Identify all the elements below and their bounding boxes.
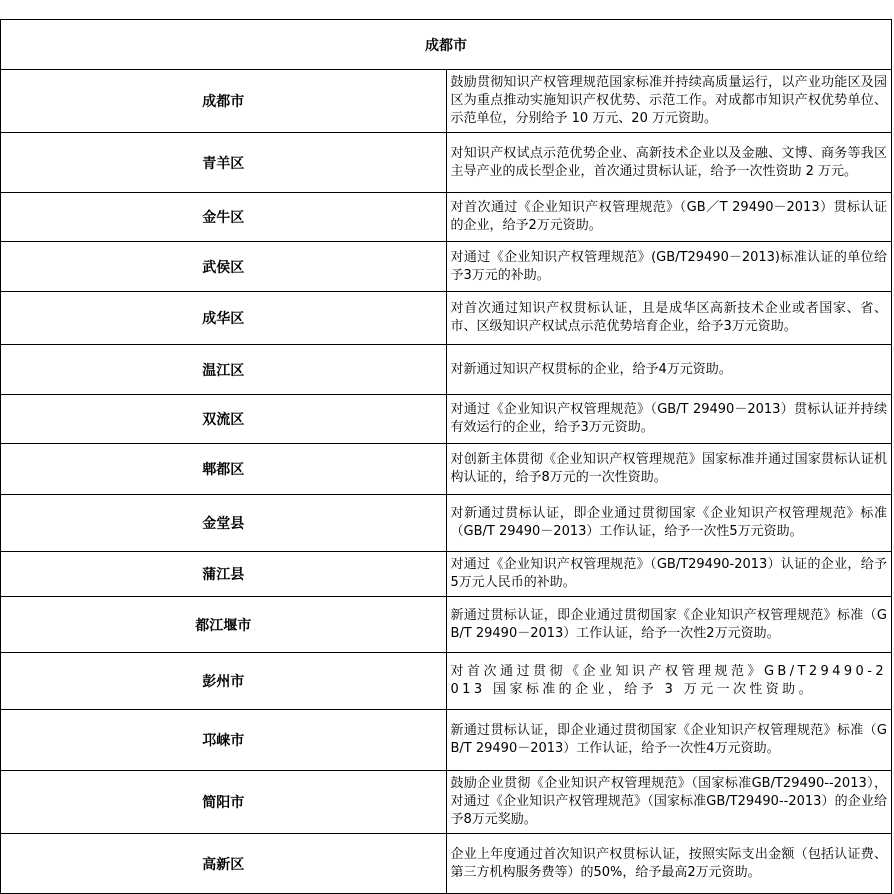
table-row	[1, 771, 892, 834]
policy-text: 新通过贯标认证，即企业通过贯彻国家《企业知识产权管理规范》标准（GB/T 29490－2013）工作认证，给予一次性2万元资助。	[446, 597, 892, 653]
table-row	[1, 444, 892, 495]
policy-table-container	[0, 19, 892, 894]
policy-text: 对首次通过知识产权贯标认证，且是成华区高新技术企业或者国家、省、市、区级知识产权试点示范优势培育企业，给予3万元资助。	[446, 292, 892, 345]
district-name: 蒲江县	[1, 552, 447, 597]
district-name: 武侯区	[1, 242, 447, 292]
district-name: 高新区	[1, 834, 447, 894]
district-name: 邛崃市	[1, 710, 447, 771]
district-name: 彭州市	[1, 653, 447, 710]
table-row	[1, 292, 892, 345]
table-row	[1, 242, 892, 292]
district-name: 简阳市	[1, 771, 447, 834]
district-name: 郫都区	[1, 444, 447, 495]
table-row	[1, 653, 892, 710]
policy-text: 对新通过贯标认证，即企业通过贯彻国家《企业知识产权管理规范》标准（GB/T 29490－2013）工作认证，给予一次性5万元资助。	[446, 495, 892, 552]
table-row	[1, 193, 892, 242]
table-row	[1, 597, 892, 653]
policy-text: 鼓励贯彻知识产权管理规范国家标准并持续高质量运行，以产业功能区及园区为重点推动实施知识产权优势、示范工作。对成都市知识产权优势单位、示范单位，分别给予 10 万元、20 万元资助。	[446, 70, 892, 133]
policy-text: 对新通过知识产权贯标的企业，给予4万元资助。	[446, 345, 892, 395]
policy-text: 对首次通过贯彻《企业知识产权管理规范》GB/T29490-2013 国家标准的企业，给予 3 万元一次性资助。	[446, 653, 892, 710]
policy-table	[0, 19, 892, 894]
district-name: 成都市	[1, 70, 447, 133]
policy-text: 对通过《企业知识产权管理规范》(GB/T29490－2013)标准认证的单位给予3万元的补助。	[446, 242, 892, 292]
district-name: 温江区	[1, 345, 447, 395]
policy-text: 对首次通过《企业知识产权管理规范》（GB／T 29490－2013）贯标认证的企业，给予2万元资助。	[446, 193, 892, 242]
table-header-row	[1, 20, 892, 70]
policy-text: 企业上年度通过首次知识产权贯标认证，按照实际支出金额（包括认证费、第三方机构服务费等）的50%，给予最高2万元资助。	[446, 834, 892, 894]
table-header: 成都市	[1, 20, 892, 70]
table-row	[1, 552, 892, 597]
policy-text: 对知识产权试点示范优势企业、高新技术企业以及金融、文博、商务等我区主导产业的成长型企业，首次通过贯标认证，给予一次性资助 2 万元。	[446, 133, 892, 193]
policy-text: 鼓励企业贯彻《企业知识产权管理规范》（国家标准GB/T29490--2013），对通过《企业知识产权管理规范》（国家标准GB/T29490--2013）的企业给予8万元奖励。	[446, 771, 892, 834]
district-name: 金牛区	[1, 193, 447, 242]
table-row	[1, 70, 892, 133]
policy-text: 新通过贯标认证，即企业通过贯彻国家《企业知识产权管理规范》标准（GB/T 29490－2013）工作认证，给予一次性4万元资助。	[446, 710, 892, 771]
table-row	[1, 395, 892, 444]
policy-text: 对通过《企业知识产权管理规范》（GB/T29490-2013）认证的企业，给予5万元人民币的补助。	[446, 552, 892, 597]
table-row	[1, 710, 892, 771]
table-row	[1, 345, 892, 395]
district-name: 双流区	[1, 395, 447, 444]
district-name: 青羊区	[1, 133, 447, 193]
table-row	[1, 495, 892, 552]
district-name: 成华区	[1, 292, 447, 345]
table-row	[1, 133, 892, 193]
policy-text: 对通过《企业知识产权管理规范》（GB/T 29490－2013）贯标认证并持续有效运行的企业，给予3万元资助。	[446, 395, 892, 444]
table-row	[1, 834, 892, 894]
policy-text: 对创新主体贯彻《企业知识产权管理规范》国家标准并通过国家贯标认证机构认证的，给予8万元的一次性资助。	[446, 444, 892, 495]
district-name: 都江堰市	[1, 597, 447, 653]
district-name: 金堂县	[1, 495, 447, 552]
